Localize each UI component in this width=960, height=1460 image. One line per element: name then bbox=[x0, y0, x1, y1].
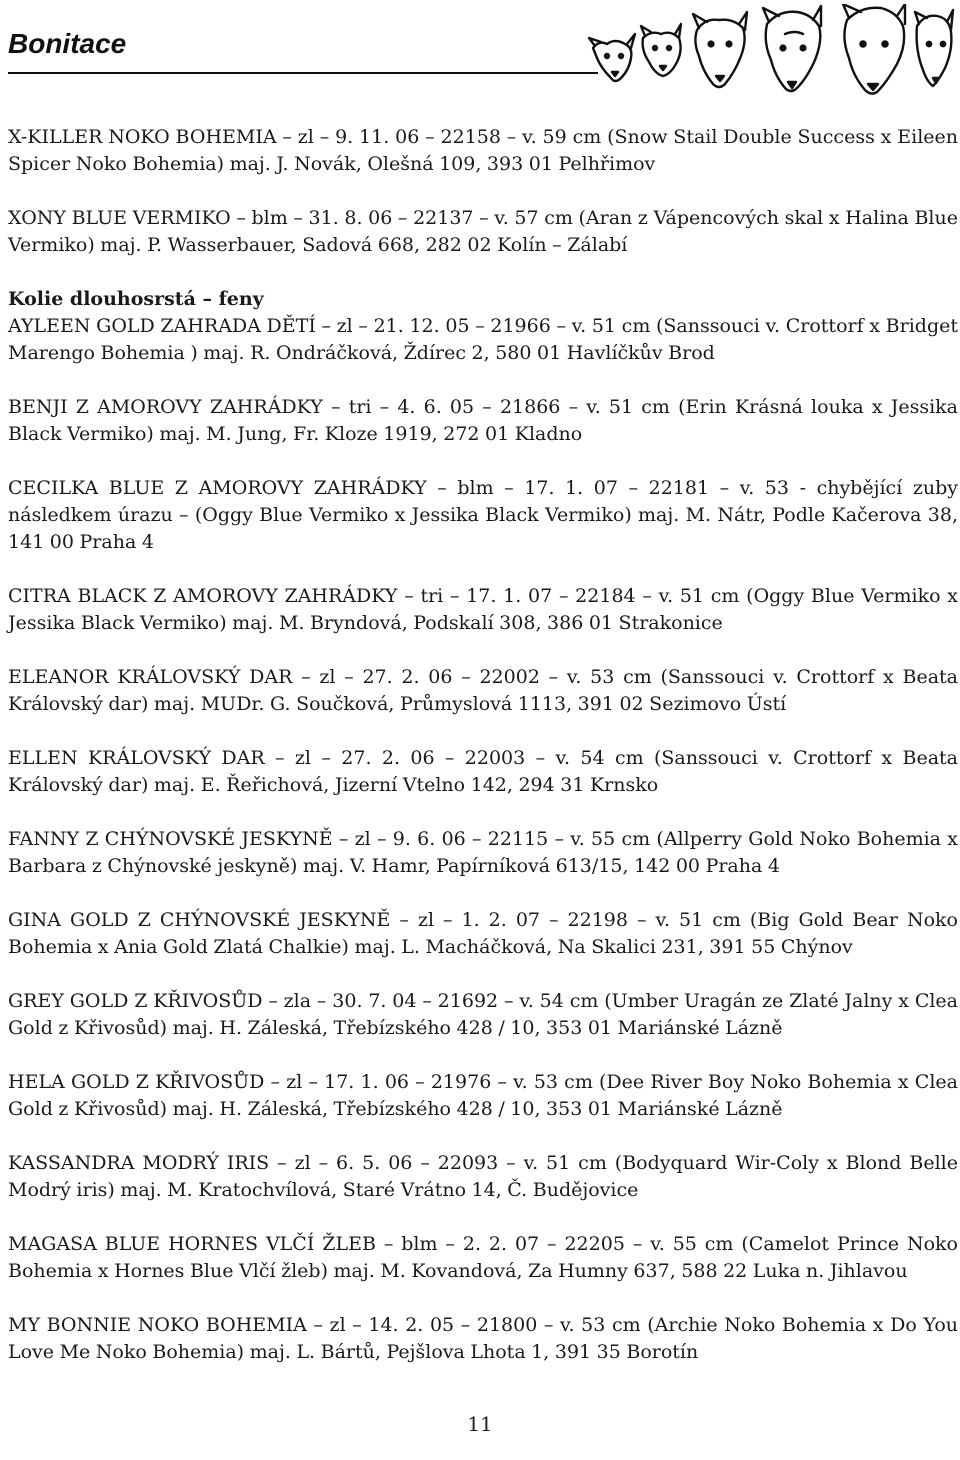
list-item: BENJI Z AMOROVY ZAHRÁDKY – tri – 4. 6. 05 – 21866 – v. 51 cm (Erin Krásná louka x Jessika Black Vermiko) maj. M. Jung, Fr. Kloze 1919, 272 01 Kladno bbox=[8, 396, 958, 445]
page-number: 11 bbox=[467, 1412, 493, 1436]
page-content bbox=[8, 124, 958, 1366]
list-item: GINA GOLD Z CHÝNOVSKÉ JESKYNĚ – zl – 1. 2. 07 – 22198 – v. 51 cm (Big Gold Bear Noko Bohemia x Ania Gold Zlatá Chalkie) maj. L. Macháčková, Na Skalici 231, 391 55 Chýnov bbox=[8, 909, 958, 958]
page-title: Bonitace bbox=[8, 28, 127, 59]
list-item: FANNY Z CHÝNOVSKÉ JESKYNĚ – zl – 9. 6. 06 – 22115 – v. 55 cm (Allperry Gold Noko Bohemia x Barbara z Chýnovské jeskyně) maj. V. Hamr, Papírníková 613/15, 142 00 Praha 4 bbox=[8, 828, 958, 877]
list-item: ELLEN KRÁLOVSKÝ DAR – zl – 27. 2. 06 – 22003 – v. 54 cm (Sanssouci v. Crottorf x Beata Královský dar) maj. E. Řeřichová, Jizerní Vtelno 142, 294 31 Krnsko bbox=[8, 747, 958, 796]
dog-heads-icon bbox=[585, 4, 955, 96]
list-item: MY BONNIE NOKO BOHEMIA – zl – 14. 2. 05 – 21800 – v. 53 cm (Archie Noko Bohemia x Do You Love Me Noko Bohemia) maj. L. Bártů, Pejšlova Lhota 1, 391 35 Borotín bbox=[8, 1314, 958, 1363]
list-item: ELEANOR KRÁLOVSKÝ DAR – zl – 27. 2. 06 – 22002 – v. 53 cm (Sanssouci v. Crottorf x Beata Královský dar) maj. MUDr. G. Součková, Průmyslová 1113, 391 02 Sezimovo Ústí bbox=[8, 666, 958, 715]
list-item: AYLEEN GOLD ZAHRADA DĚTÍ – zl – 21. 12. 05 – 21966 – v. 51 cm (Sanssouci v. Crottorf x Bridget Marengo Bohemia ) maj. R. Ondráčková, Ždírec 2, 580 01 Havlíčkův Brod bbox=[8, 315, 958, 364]
list-item: CITRA BLACK Z AMOROVY ZAHRÁDKY – tri – 17. 1. 07 – 22184 – v. 51 cm (Oggy Blue Vermiko x Jessika Black Vermiko) maj. M. Bryndová, Podskalí 308, 386 01 Strakonice bbox=[8, 585, 958, 634]
list-item: GREY GOLD Z KŘIVOSŮD – zla – 30. 7. 04 – 21692 – v. 54 cm (Umber Uragán ze Zlaté Jalny x Clea Gold z Křivosůd) maj. H. Záleská, Třebízského 428 / 10, 353 01 Mariánské Lázně bbox=[8, 990, 958, 1039]
header-rule bbox=[8, 72, 598, 74]
list-item: HELA GOLD Z KŘIVOSŮD – zl – 17. 1. 06 – 21976 – v. 53 cm (Dee River Boy Noko Bohemia x Clea Gold z Křivosůd) maj. H. Záleská, Třebízského 428 / 10, 353 01 Mariánské Lázně bbox=[8, 1071, 958, 1120]
page-header bbox=[0, 0, 960, 100]
list-item: X-KILLER NOKO BOHEMIA – zl – 9. 11. 06 – 22158 – v. 59 cm (Snow Stail Double Success x Eileen Spicer Noko Bohemia) maj. J. Novák, Olešná 109, 393 01 Pelhřimov bbox=[8, 126, 958, 175]
list-item: KASSANDRA MODRÝ IRIS – zl – 6. 5. 06 – 22093 – v. 51 cm (Bodyquard Wir-Coly x Blond Belle Modrý iris) maj. M. Kratochvílová, Staré Vrátno 14, Č. Budějovice bbox=[8, 1152, 958, 1201]
list-item: XONY BLUE VERMIKO – blm – 31. 8. 06 – 22137 – v. 57 cm (Aran z Vápencových skal x Halina Blue Vermiko) maj. P. Wasserbauer, Sadová 668, 282 02 Kolín – Zálabí bbox=[8, 207, 958, 256]
list-item: CECILKA BLUE Z AMOROVY ZAHRÁDKY – blm – 17. 1. 07 – 22181 – v. 53 - chybějící zuby následkem úrazu – (Oggy Blue Vermiko x Jessika Black Vermiko) maj. M. Nátr, Podle Kačerova 38, 141 00 Praha 4 bbox=[8, 477, 958, 553]
list-item: MAGASA BLUE HORNES VLČÍ ŽLEB – blm – 2. 2. 07 – 22205 – v. 55 cm (Camelot Prince Noko Bohemia x Hornes Blue Vlčí žleb) maj. M. Kovandová, Za Humny 637, 588 22 Luka n. Jihlavou bbox=[8, 1233, 958, 1282]
section-heading: Kolie dlouhosrstá – feny bbox=[8, 288, 264, 310]
